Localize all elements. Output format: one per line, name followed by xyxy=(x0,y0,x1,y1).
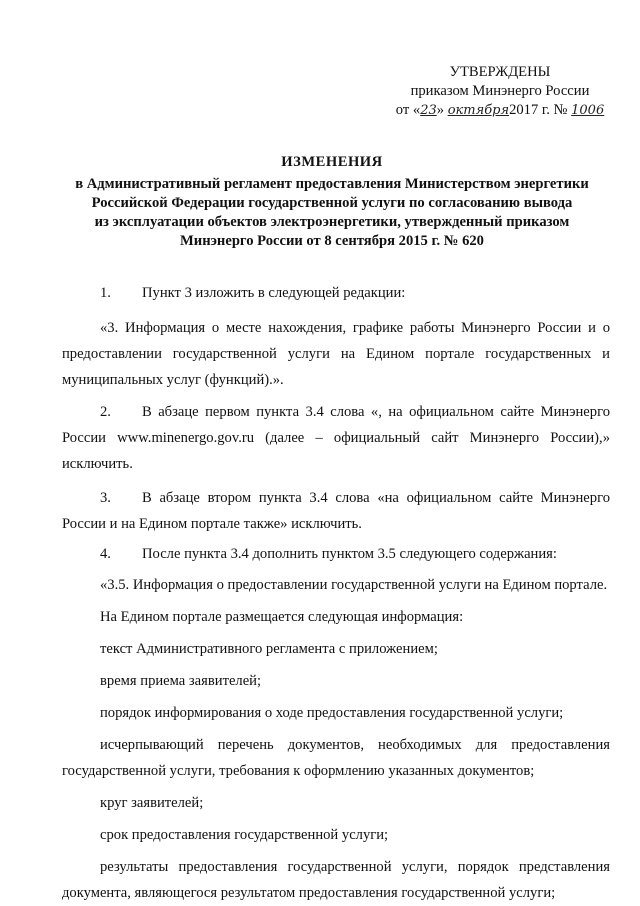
item-2-text: В абзаце первом пункта 3.4 слова «, на официальном сайте Минэнерго России www.minenergo.gov.ru (далее – официальный сайт Минэнерго России),» исключить. xyxy=(62,404,610,472)
list-item: порядок информирования о ходе предоставления государственной услуги; xyxy=(100,705,564,721)
list-item: текст Административного регламента с приложением; xyxy=(100,641,438,657)
document-body xyxy=(62,284,610,906)
item-4-quote: «3.5. Информация о предоставлении государственной услуги на Едином портале. xyxy=(100,577,608,593)
item-3 xyxy=(62,485,610,537)
date-mid: » xyxy=(436,102,448,118)
handwritten-number: 1006 xyxy=(571,103,605,118)
approval-title: УТВЕРЖДЕНЫ xyxy=(449,64,551,80)
item-1 xyxy=(62,284,610,303)
item-3-number: 3. xyxy=(100,490,111,506)
item-1-number: 1. xyxy=(100,285,111,301)
item-4 xyxy=(62,545,610,564)
item-4-text: После пункта 3.4 дополнить пунктом 3.5 следующего содержания: xyxy=(142,546,557,562)
handwritten-month: октября xyxy=(447,103,510,118)
title-line-1: в Административный регламент предоставления Министерством энергетики xyxy=(75,176,589,192)
portal-intro: На Едином портале размещается следующая информация: xyxy=(100,609,464,625)
item-4-number: 4. xyxy=(100,546,111,562)
approval-order: приказом Минэнерго России xyxy=(410,83,590,99)
approval-stamp xyxy=(380,63,620,120)
title-line-3: из эксплуатации объектов электроэнергетики, утвержденный приказом xyxy=(94,214,570,230)
list-item: исчерпывающий перечень документов, необходимых для предоставления государственной услуги, требования к оформлению указанных документов; xyxy=(62,737,610,779)
document-title xyxy=(52,153,612,251)
title-line-2: Российской Федерации государственной услуги по согласованию вывода xyxy=(91,195,573,211)
date-prefix: от « xyxy=(395,102,421,118)
item-2-number: 2. xyxy=(100,404,111,420)
item-3-text: В абзаце втором пункта 3.4 слова «на официальном сайте Минэнерго России и на Едином портале также» исключить. xyxy=(62,490,610,532)
handwritten-day: 23 xyxy=(420,103,437,118)
item-1-text: Пункт 3 изложить в следующей редакции: xyxy=(142,285,406,301)
list-item: срок предоставления государственной услуги; xyxy=(100,827,389,843)
title-heading: ИЗМЕНЕНИЯ xyxy=(281,154,383,170)
item-1-quote: «3. Информация о месте нахождения, графике работы Минэнерго России и о предоставлении государственной услуги на Едином портале государственных и муниципальных услуг (функций).». xyxy=(62,320,610,388)
list-item: круг заявителей; xyxy=(100,795,204,811)
title-line-4: Минэнерго России от 8 сентября 2015 г. № 620 xyxy=(180,233,484,249)
list-item: результаты предоставления государственной услуги, порядок представления документа, являющегося результатом предоставления государственной услуги; xyxy=(62,859,610,901)
approval-date xyxy=(380,101,620,120)
item-2 xyxy=(62,399,610,477)
list-item: время приема заявителей; xyxy=(100,673,262,689)
date-suffix: 2017 г. № xyxy=(509,102,568,118)
